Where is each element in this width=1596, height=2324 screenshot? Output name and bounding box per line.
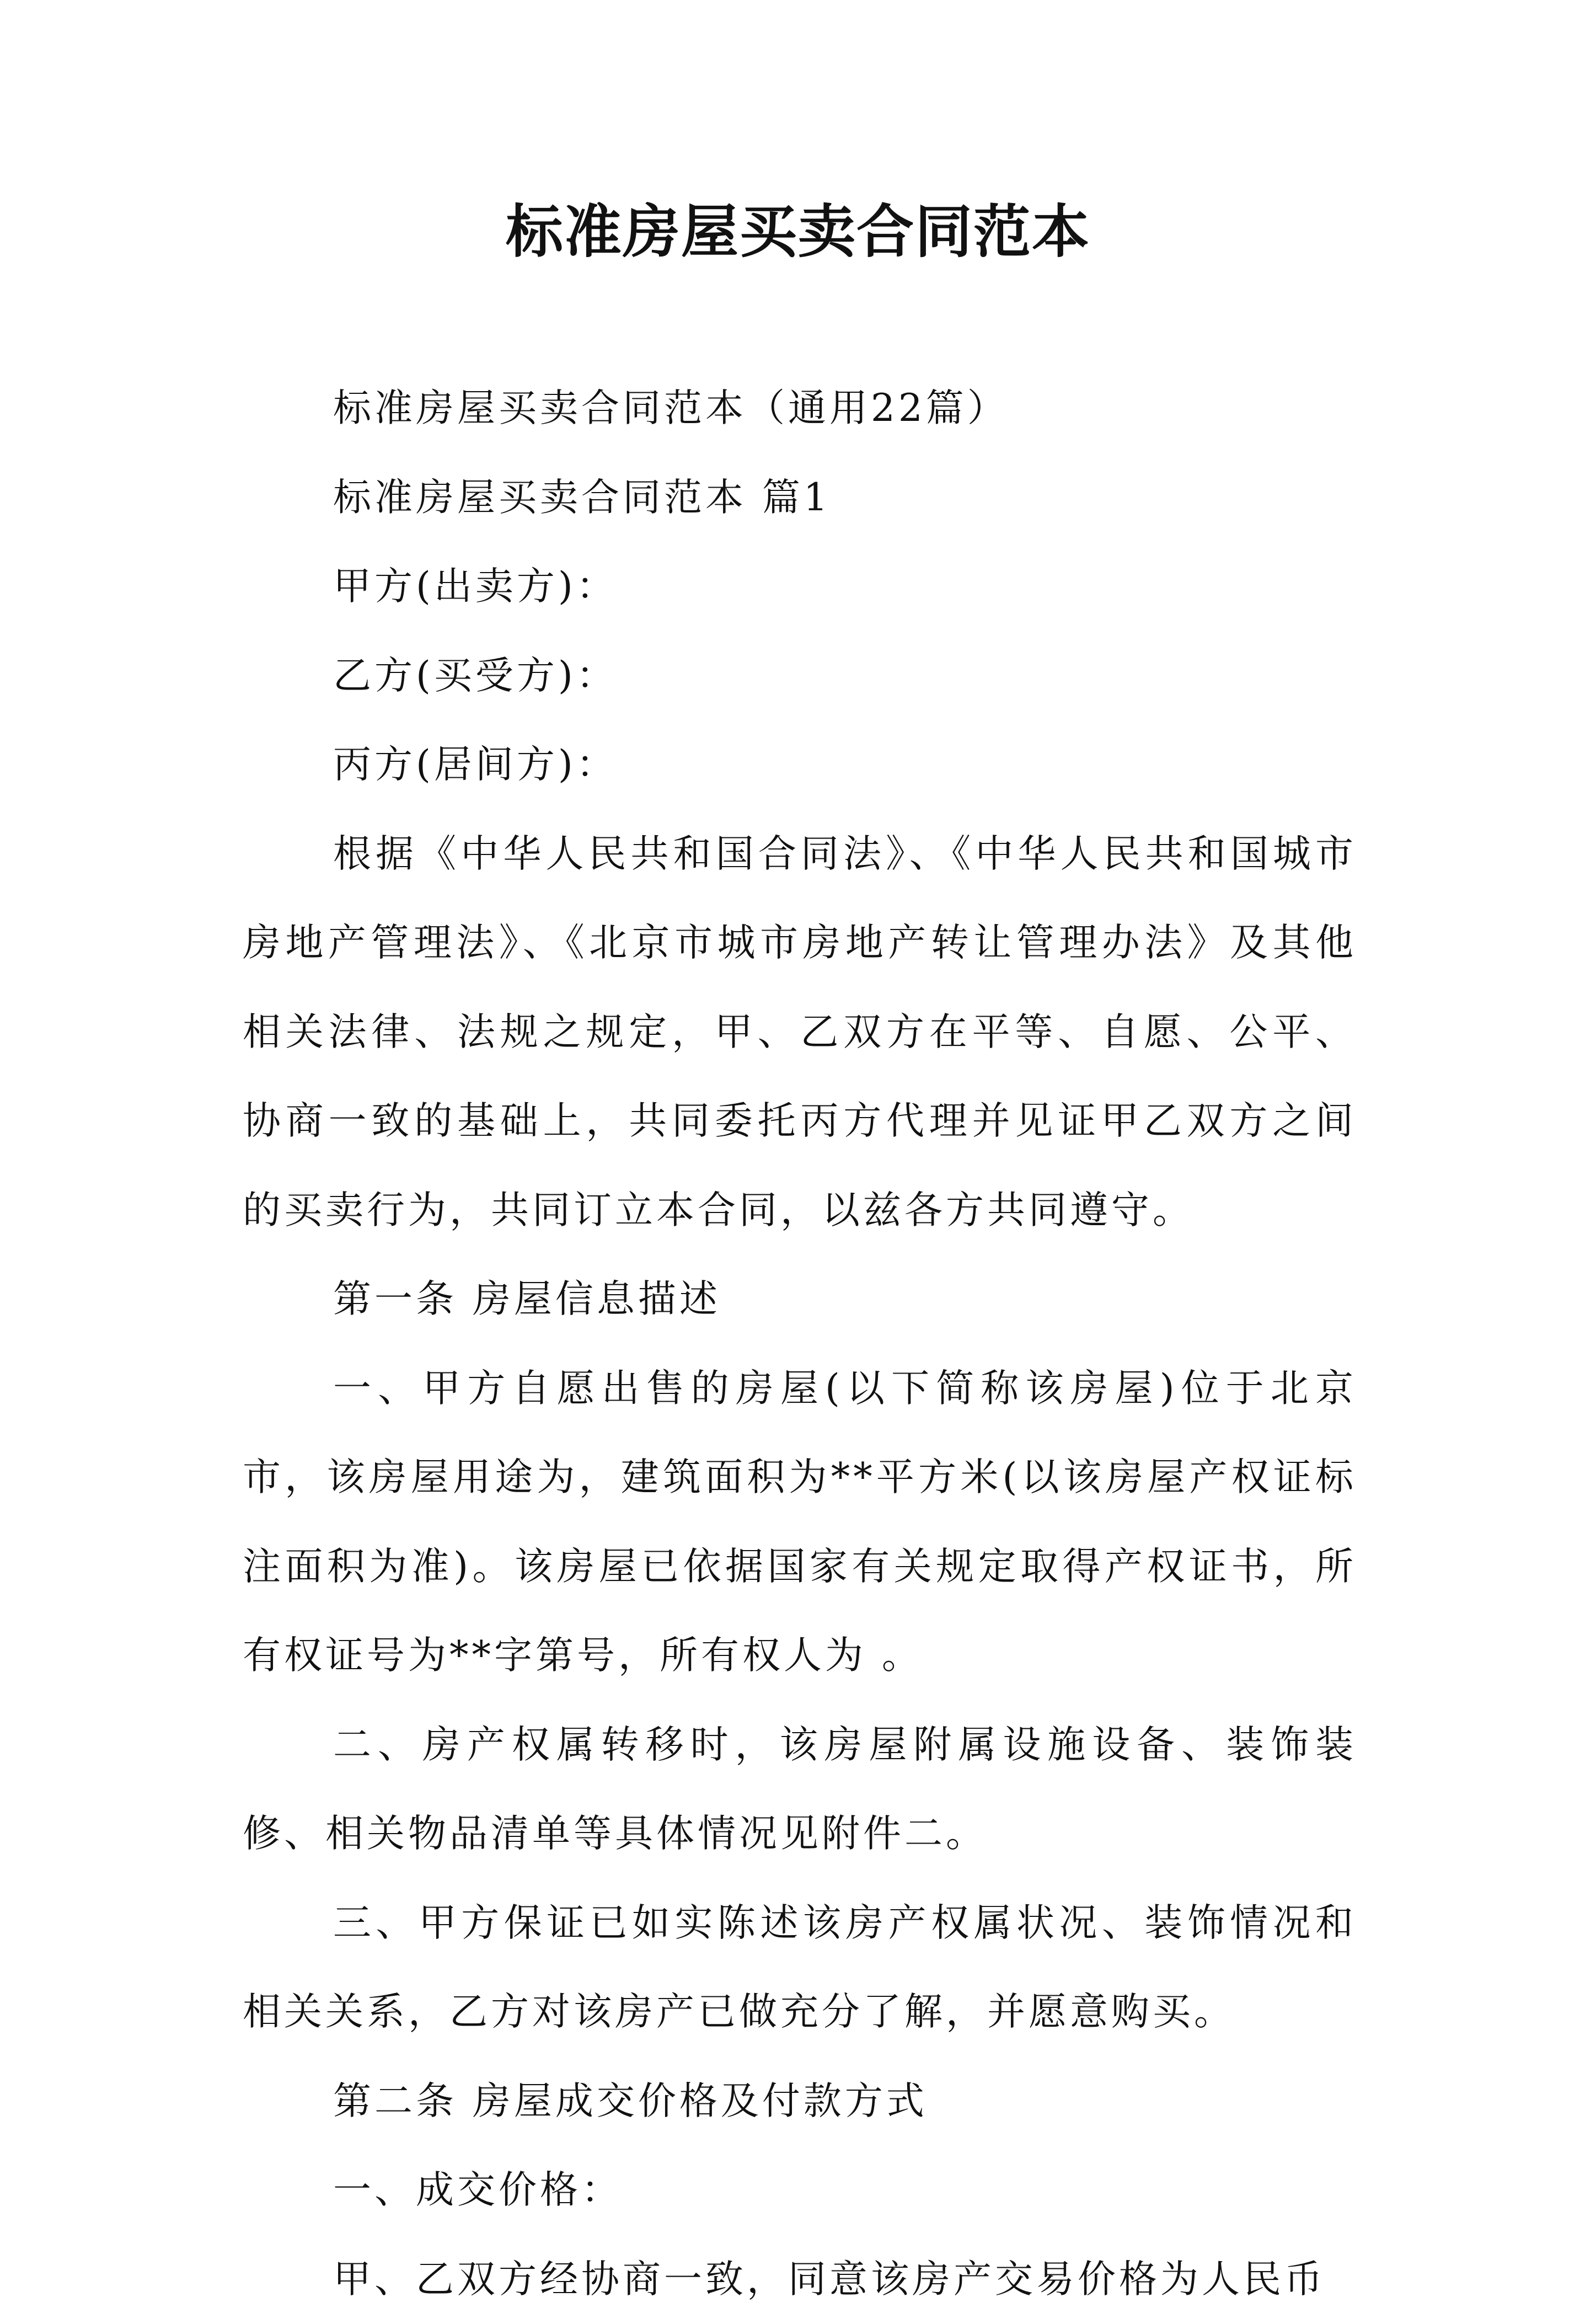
paragraph-section-heading: 标准房屋买卖合同范本 篇1: [243, 453, 1357, 543]
paragraph-article-1-heading: 第一条 房屋信息描述: [243, 1255, 1357, 1344]
paragraph-party-b: 乙方(买受方)：: [243, 632, 1357, 721]
document-title: 标准房屋买卖合同范本: [0, 196, 1596, 268]
paragraph-article-2-price: 甲、乙双方经协商一致，同意该房产交易价格为人民币: [243, 2235, 1357, 2324]
paragraph-preamble: 根据《中华人民共和国合同法》、《中华人民共和国城市房地产管理法》、《北京市城市房地产转让管理办法》及其他相关法律、法规之规定，甲、乙双方在平等、自愿、公平、协商一致的基础上，共同委托丙方代理并见证甲乙双方之间的买卖行为，共同订立本合同，以兹各方共同遵守。: [243, 810, 1357, 1256]
paragraph-article-2-heading: 第二条 房屋成交价格及付款方式: [243, 2057, 1357, 2146]
paragraph-article-2-clause-1: 一、成交价格：: [243, 2146, 1357, 2235]
document-body: [243, 364, 1357, 2324]
paragraph-article-1-clause-3: 三、甲方保证已如实陈述该房产权属状况、装饰情况和相关关系，乙方对该房产已做充分了解，并愿意购买。: [243, 1879, 1357, 2057]
paragraph-article-1-clause-1: 一、甲方自愿出售的房屋(以下简称该房屋)位于北京市，该房屋用途为，建筑面积为**平方米(以该房屋产权证标注面积为准)。该房屋已依据国家有关规定取得产权证书，所有权证号为**字第号，所有权人为 。: [243, 1344, 1357, 1701]
paragraph-article-1-clause-2: 二、房产权属转移时，该房屋附属设施设备、装饰装修、相关物品清单等具体情况见附件二。: [243, 1701, 1357, 1879]
paragraph-party-c: 丙方(居间方)：: [243, 720, 1357, 810]
paragraph-party-a: 甲方(出卖方)：: [243, 542, 1357, 632]
paragraph-subtitle: 标准房屋买卖合同范本（通用22篇）: [243, 364, 1357, 453]
